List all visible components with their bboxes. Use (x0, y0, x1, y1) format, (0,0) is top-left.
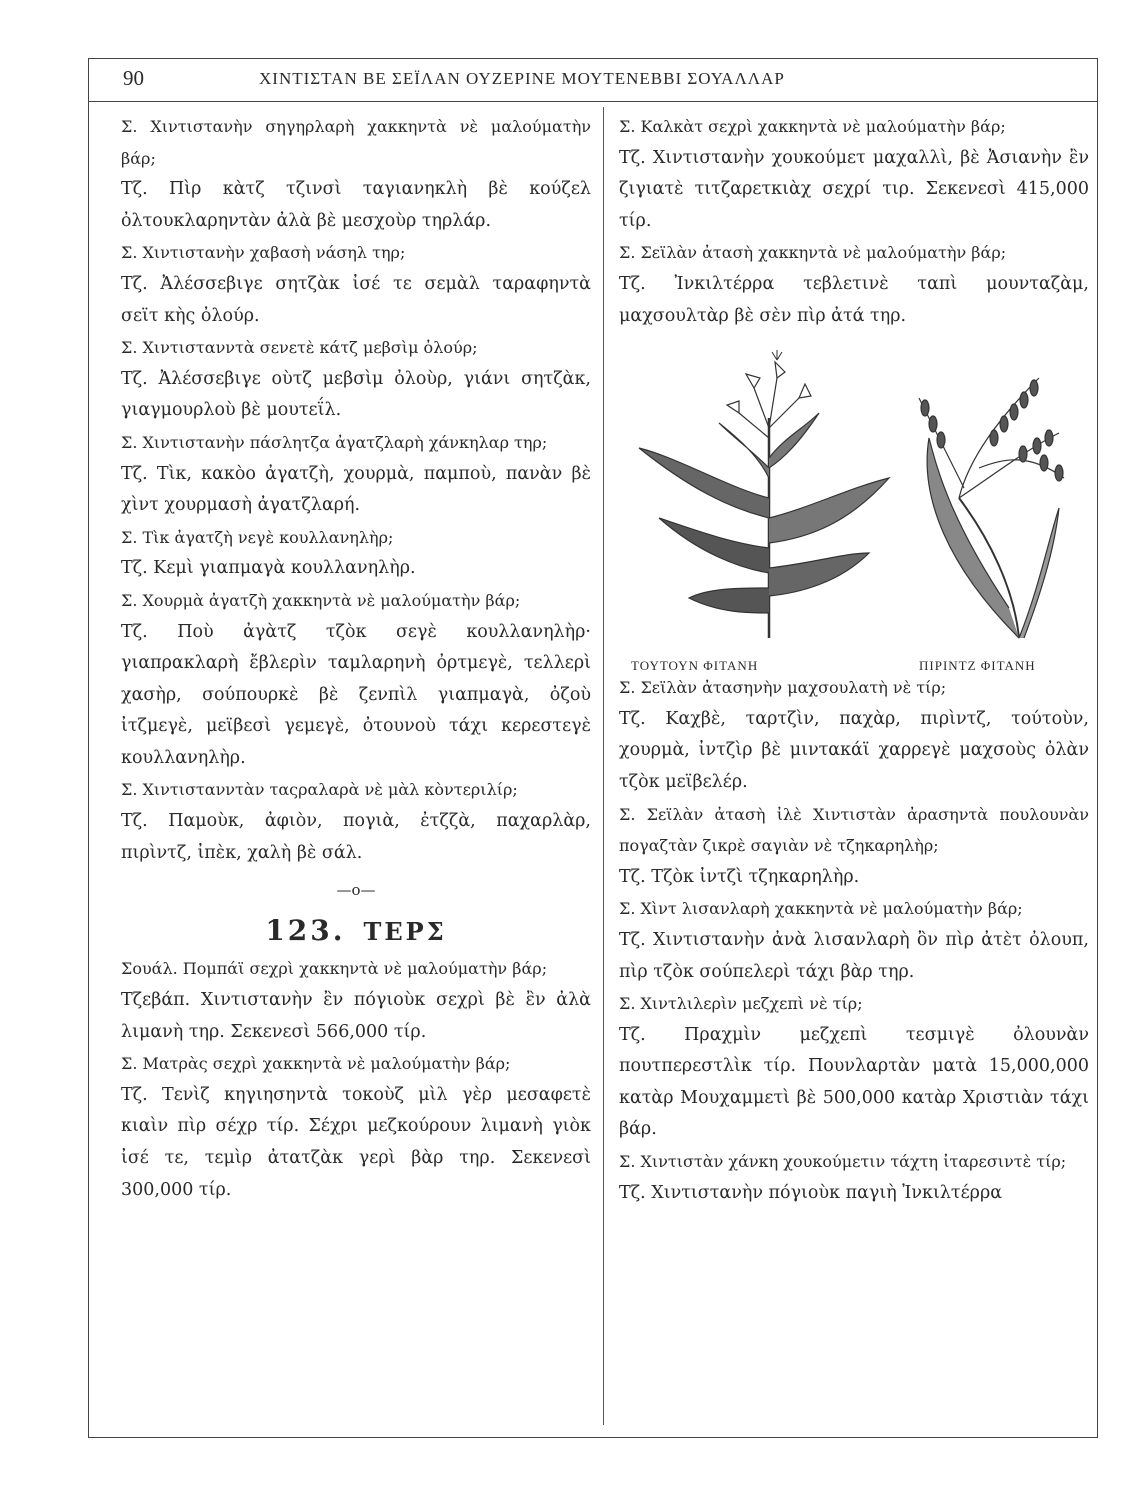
question: Σ. Χιντιστὰν χάνκη χουκούμετιν τάχτη ἰταρεσιντὲ τίρ; (619, 1152, 1067, 1172)
running-title: ΧΙΝΤΙΣΤΑΝ ΒΕ ΣΕΪΛΑΝ ΟΥΖΕΡΙΝΕ ΜΟΥΤΕΝΕΒΒΙ ΣΟΥΑΛΛΑΡ (259, 69, 785, 88)
question: Σ. Χουρμὰ ἀγατζὴ χακκηντὰ νὲ μαλούματὴν βάρ; (121, 590, 521, 610)
question: Σ. Χιντιστανντὰν ταςραλαρὰ νὲ μὰλ κὸντεριλίρ; (121, 780, 518, 800)
plant-illustrations (619, 338, 1089, 674)
answer: Τζ. Χιντιστανὴν ἀνὰ λισανλαρὴ ὂν πὶρ ἀτὲτ ὀλουπ, πὶρ τζὸκ σούπελερὶ τάχι βὰρ τηρ. (619, 929, 1089, 982)
left-column (121, 111, 591, 1206)
answer: Τζ. Ἰνκιλτέρρα τεβλετινὲ ταπὶ μουνταζὰμ, μαχσουλτὰρ βὲ σὲν πὶρ ἀτά τηρ. (619, 273, 1089, 326)
answer: Τζεβάπ. Χιντιστανὴν ἒν πόγιοὺκ σεχρὶ βὲ ἒν ἀλὰ λιμανὴ τηρ. Σεκενεσὶ 566,000 τίρ. (121, 990, 591, 1042)
question: Σ. Ματρὰς σεχρὶ χακκηντὰ νὲ μαλούματὴν βάρ; (121, 1054, 511, 1074)
lesson-number: 123. (265, 913, 346, 947)
tobacco-plant-drawing (639, 350, 889, 638)
question: Σ. Σεϊλὰν ἀτασηνὴν μαχσουλατὴ νὲ τίρ; (619, 678, 947, 698)
book-page (88, 58, 1098, 1438)
answer: Τζ. Πὶρ κὰτζ τζινσὶ ταγιανηκλὴ βὲ κούζελ ὀλτουκλαρηντὰν ἀλὰ βὲ μεσχοὺρ τηρλάρ. (121, 179, 591, 231)
question: Σ. Χιντλιλερὶν μεζχεπὶ νὲ τίρ; (619, 994, 863, 1014)
rice-caption: ΠΙΡΙΝΤΖ ΦΙΤΑΝΗ (919, 658, 1036, 674)
question: Σ. Χιντιστανντὰ σενετὲ κάτζ μεβσὶμ ὀλούρ; (121, 338, 478, 358)
section-ornament: —ο— (336, 881, 376, 900)
answer: Τζ. Τενὶζ κηγιησηντὰ τοκοὺζ μὶλ γὲρ μεσαφετὲ κιαὶν πὶρ σέχρ τίρ. Σέχρι μεζκούρουν λιμανὴ γιὸκ ἰσέ τε, τεμὶρ ἀτατζὰκ γερὶ βὰρ τηρ. Σεκενεσὶ 300,000 τίρ. (121, 1084, 591, 1200)
answer: Τζ. Κεμὶ γιαπμαγὰ κουλλανηλὴρ. (121, 558, 416, 579)
right-column (619, 111, 1089, 1209)
answer: Τζ. Πραχμὶν μεζχεπὶ τεσμιγὲ ὀλουνὰν πουτπερεστλὶκ τίρ. Πουνλαρτὰν ματὰ 15,000,000 κατὰρ Μουχαμμετὶ βὲ 500,000 κατὰρ Χριστιὰν τάχι βάρ. (619, 1024, 1089, 1140)
answer: Τζ. Ἀλέσσεβιγε οὺτζ μεβσὶμ ὀλοὺρ, γιάνι σητζὰκ, γιαγμουρλοὺ βὲ μουτεΐλ. (121, 368, 591, 421)
question: Σ. Χὶντ λισανλαρὴ χακκηντὰ νὲ μαλούματὴν βάρ; (619, 899, 1023, 919)
question: Σ. Σεϊλὰν ἀτασὴ χακκηντὰ νὲ μαλούματὴν βάρ; (619, 243, 1007, 263)
question: Σ. Καλκὰτ σεχρὶ χακκηντὰ νὲ μαλούματὴν βάρ; (619, 117, 1006, 136)
answer: Τζ. Ἀλέσσεβιγε σητζὰκ ἰσέ τε σεμὰλ ταραφηντὰ σεϊτ κὴς ὀλούρ. (121, 273, 591, 326)
plant-engravings (619, 338, 1089, 648)
answer: Τζ. Καχβὲ, ταρτζὶν, παχὰρ, πιρὶντζ, τούτοὺν, χουρμὰ, ἰντζὶρ βὲ μιντακάϊ χαρρεγὲ μαχσοὺς ὀλὰν τζὸκ μεϊβελέρ. (619, 708, 1089, 792)
answer: Τζ. Τὶκ, κακὸο ἀγατζὴ, χουρμὰ, παμποὺ, πανὰν βὲ χὶντ χουρμασὴ ἀγατζλαρή. (121, 463, 591, 516)
answer: Τζ. Τζὸκ ἰντζὶ τζηκαρηλὴρ. (619, 866, 860, 887)
question: Σ. Σεϊλὰν ἀτασὴ ἰλὲ Χιντιστὰν ἀρασηντὰ πουλουνὰν πογαζτὰν ζικρὲ σαγιὰν νὲ τζηκαρηλὴρ; (619, 804, 1089, 856)
answer: Τζ. Ποὺ ἀγὰτζ τζὸκ σεγὲ κουλλανηλὴρ· γιαπρακλαρὴ ἔβλερὶν ταμλαρηνὴ ὀρτμεγὲ, τελλερὶ χασὴρ, σούπουρκὲ βὲ ζενπὶλ γιαπμαγὰ, ὀζοὺ ἰτζμεγὲ, μεϊβεσὶ γεμεγὲ, ὀτουνοὺ τάχι κερεστεγὲ κουλλανηλὴρ. (121, 621, 591, 768)
lesson-heading (121, 915, 591, 948)
lesson-title: ΤΕΡΣ (363, 916, 447, 946)
tobacco-caption: ΤΟΥΤΟΥΝ ΦΙΤΑΝΗ (631, 658, 759, 674)
question: Σ. Χιντιστανὴν πάσλητζα ἀγατζλαρὴ χάνκηλαρ τηρ; (121, 432, 548, 452)
rice-plant-drawing (919, 378, 1064, 638)
question: Σ. Χιντιστανὴν σηγηρλαρὴ χακκηντὰ νὲ μαλούματὴν βάρ; (121, 117, 591, 168)
question: Σ. Τὶκ ἀγατζὴ νεγὲ κουλλανηλὴρ; (121, 527, 394, 547)
page-header (89, 59, 1097, 102)
answer: Τζ. Χιντιστανὴν πόγιοὺκ παγιὴ Ἰνκιλτέρρα (619, 1182, 1003, 1203)
column-divider (603, 107, 604, 1425)
answer: Τζ. Χιντιστανὴν χουκούμετ μαχαλλὶ, βὲ Ἀσιανὴν ἒν ζιγιατὲ τιτζαρετκιὰχ σεχρί τιρ. Σεκενεσὶ 415,000 τίρ. (619, 147, 1089, 231)
question: Σουάλ. Πομπάϊ σεχρὶ χακκηντὰ νὲ μαλούματὴν βάρ; (121, 959, 548, 979)
page-number: 90 (123, 66, 144, 90)
answer: Τζ. Παμοὺκ, ἀφιὸν, πογιὰ, ἐτζζὰ, παχαρλὰρ, πιρὶντζ, ἰπὲκ, χαλὴ βὲ σάλ. (121, 811, 591, 863)
question: Σ. Χιντιστανὴν χαβασὴ νάσηλ τηρ; (121, 243, 406, 263)
